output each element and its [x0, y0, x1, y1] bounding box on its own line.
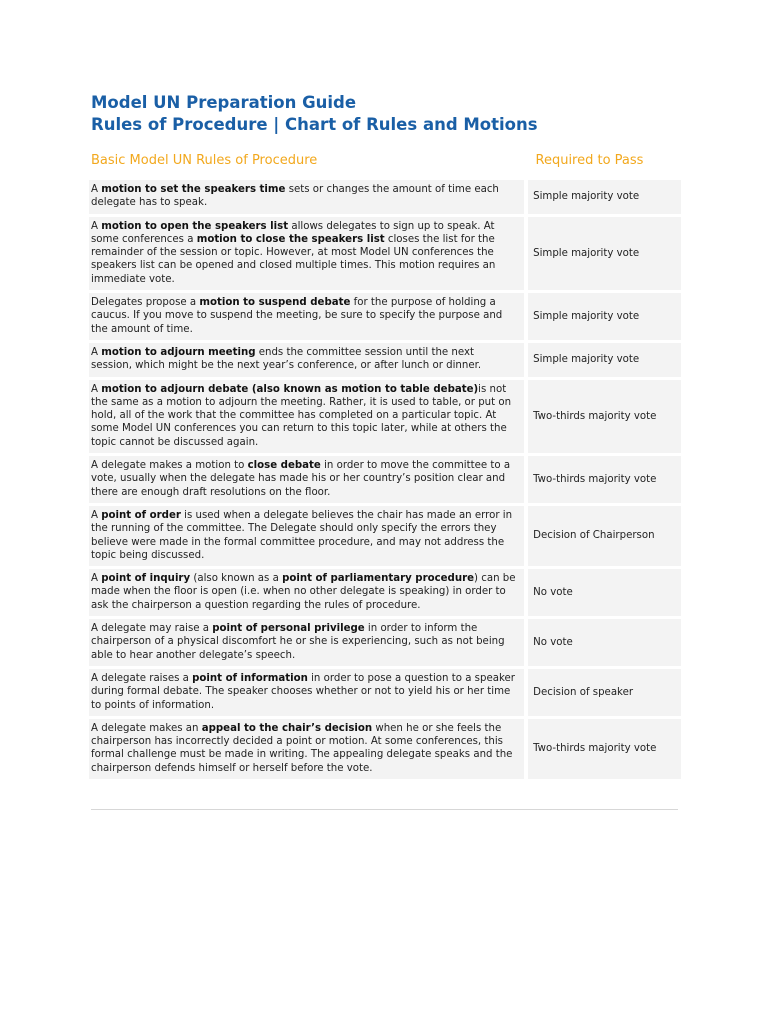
rule-text: A — [91, 383, 102, 395]
table-row — [89, 456, 681, 503]
rule-text: A — [91, 184, 102, 195]
table-row — [89, 217, 681, 290]
rule-term: point of order — [101, 509, 181, 521]
required-to-pass: Two-thirds majority vote — [528, 380, 681, 453]
rule-text: is not the same as a motion to adjourn the meeting. Rather, it is used to table, or put on hold, all of the work that the committee has completed on a particular topic. At some Model UN conferences you can return to this topic later, while at others the topic cannot be discussed again. — [91, 383, 512, 448]
rule-term: motion to close the speakers list — [196, 233, 385, 245]
rule-term: motion to set the speakers time — [101, 184, 286, 195]
rule-description — [89, 180, 528, 214]
rule-text: in order to inform the chairperson of a physical discomfort he or she is experiencing, such as not being able to hear another delegate’s speech. — [91, 623, 505, 661]
rule-description — [89, 569, 528, 616]
required-to-pass: Two-thirds majority vote — [528, 456, 681, 503]
required-to-pass: No vote — [528, 569, 681, 616]
rule-text: A delegate makes a motion to — [91, 460, 248, 472]
rule-text: in order to move the committee to a vote, usually when the delegate has made his or her country’s position clear and there are enough draft resolutions on the floor. — [91, 460, 511, 498]
rule-text: A — [91, 220, 102, 232]
bottom-divider — [91, 809, 678, 810]
rule-text: Delegates propose a — [91, 297, 200, 309]
table-header — [91, 153, 681, 168]
column-header-required: Required to Pass — [535, 153, 644, 168]
required-to-pass: Decision of speaker — [528, 669, 681, 716]
rule-term: point of parliamentary procedure — [282, 573, 475, 585]
rule-text: sets or changes the amount of time each delegate has to speak. — [91, 184, 499, 209]
title-line-2: Rules of Procedure | Chart of Rules and Motions — [91, 115, 538, 134]
rule-description — [89, 506, 528, 566]
table-row — [89, 343, 681, 377]
table-row — [89, 180, 681, 214]
required-to-pass: Simple majority vote — [528, 217, 681, 290]
column-header-rules: Basic Model UN Rules of Procedure — [91, 153, 318, 168]
rule-text: in order to pose a question to a speaker during formal debate. The speaker chooses whether or not to yield his or her time to points of information. — [91, 672, 515, 711]
required-to-pass: Simple majority vote — [528, 293, 681, 340]
rule-text: A — [91, 509, 102, 521]
rule-text: when he or she feels the chairperson has incorrectly decided a point or motion. At some conferences, this formal challenge must be made in writing. The appealing delegate speaks and the chairperson defends himself or herself before the vote. — [91, 722, 513, 774]
required-to-pass: Simple majority vote — [528, 343, 681, 377]
table-row — [89, 719, 681, 779]
rule-description — [89, 669, 528, 716]
table-row — [89, 569, 681, 616]
rule-text: A delegate may raise a — [91, 623, 213, 635]
rule-description — [89, 380, 528, 453]
rule-description — [89, 456, 528, 503]
rule-text: (also known as a — [190, 573, 283, 585]
table-row — [89, 669, 681, 716]
required-to-pass: Simple majority vote — [528, 180, 681, 214]
rule-description — [89, 719, 528, 779]
rule-term: motion to open the speakers list — [101, 220, 289, 232]
required-to-pass: Two-thirds majority vote — [528, 719, 681, 779]
rule-text: A — [91, 346, 102, 358]
required-to-pass: No vote — [528, 619, 681, 666]
rule-description — [89, 293, 528, 340]
rule-text: A delegate makes an — [91, 722, 202, 734]
rule-text: for the purpose of holding a caucus. If you move to suspend the meeting, be sure to specify the purpose and the amount of time. — [91, 297, 503, 335]
rules-table-body — [89, 180, 681, 779]
required-to-pass: Decision of Chairperson — [528, 506, 681, 566]
table-row — [89, 619, 681, 666]
rule-description — [89, 217, 528, 290]
rule-term: motion to suspend debate — [199, 297, 351, 309]
table-row — [89, 380, 681, 453]
rule-text: A delegate raises a — [91, 672, 193, 684]
doc-title — [91, 92, 681, 136]
rule-term: point of inquiry — [101, 573, 191, 585]
rule-description — [89, 619, 528, 666]
rule-term: point of information — [192, 672, 308, 684]
rule-text: A — [91, 573, 102, 585]
rule-description — [89, 343, 528, 377]
table-row — [89, 293, 681, 340]
table-row — [89, 506, 681, 566]
document-page — [91, 92, 681, 782]
rule-term: close debate — [247, 460, 321, 472]
rule-text: is used when a delegate believes the chair has made an error in the running of the committee. The Delegate should only specify the errors they believe were made in the formal committee procedure, and may not address the topic being discussed. — [91, 509, 513, 561]
rule-term: motion to adjourn meeting — [101, 346, 256, 358]
rules-table — [89, 177, 681, 782]
rule-term: appeal to the chair’s decision — [201, 722, 373, 734]
rule-text: ends the committee session until the next session, which might be the next year’s conference, or after lunch or dinner. — [91, 346, 482, 372]
rule-text: allows delegates to sign up to speak. At some conferences a — [91, 220, 495, 245]
rule-term: point of personal privilege — [212, 623, 365, 635]
rule-term: motion to adjourn debate (also known as motion to table debate) — [101, 383, 479, 395]
rule-text: closes the list for the remainder of the session or topic. However, at most Model UN conferences the speakers list can be opened and closed multiple times. This motion requires an immediate vote. — [91, 233, 496, 285]
title-line-1: Model UN Preparation Guide — [91, 93, 357, 112]
rule-text: ) can be made when the floor is open (i.e. when no other delegate is speaking) in order to ask the chairperson a question regarding the rules of procedure. — [91, 573, 516, 611]
